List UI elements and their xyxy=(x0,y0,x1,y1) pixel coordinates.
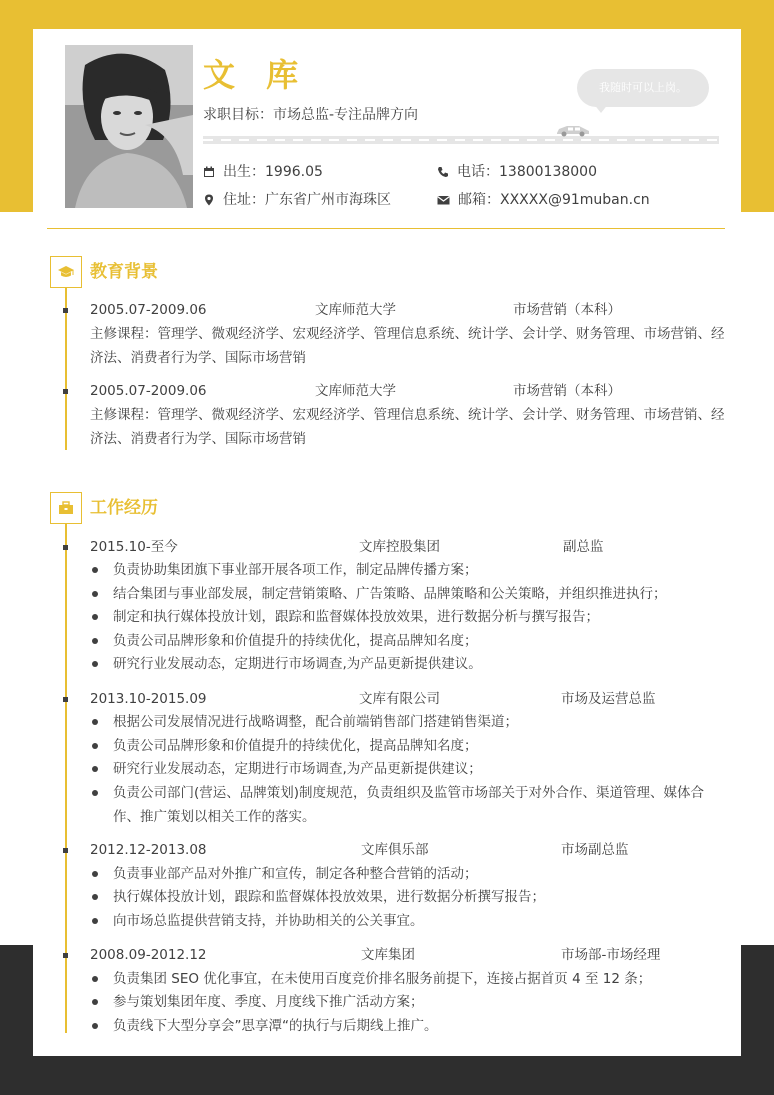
work-icon-box xyxy=(50,492,82,524)
job-period: 2013.10-2015.09 xyxy=(90,691,207,707)
duty-bullet xyxy=(92,591,98,597)
education-school: 文库师范大学 xyxy=(315,302,396,318)
duty-item: 负责集团 SEO 优化事宜，在未使用百度竞价排名服务前提下，连接占据首页 4 至 12 条； xyxy=(113,971,652,987)
mail-icon xyxy=(437,194,450,206)
duty-item: 负责线下大型分享会”思享潭“的执行与后期线上推广。 xyxy=(113,1018,438,1034)
header-divider xyxy=(47,228,725,229)
birth-info xyxy=(203,162,323,182)
job-position: 市场及运营总监 xyxy=(561,691,656,707)
duty-item: 参与策划集团年度、季度、月度线下推广活动方案； xyxy=(113,994,424,1010)
education-entry-marker xyxy=(63,389,68,394)
job-company: 文库控股集团 xyxy=(359,539,440,555)
phone-info xyxy=(437,162,597,182)
job-position: 市场副总监 xyxy=(561,842,629,858)
job-entry-marker xyxy=(63,545,68,550)
education-icon-box xyxy=(50,256,82,288)
car-icon xyxy=(555,123,591,137)
speech-bubble: 我随时可以上岗。 xyxy=(577,69,709,107)
duty-bullet xyxy=(92,790,98,796)
education-entry-marker xyxy=(63,308,68,313)
duty-bullet xyxy=(92,661,98,667)
duty-item: 向市场总监提供营销支持，并协助相关的公关事宜。 xyxy=(113,913,424,929)
duty-bullet xyxy=(92,999,98,1005)
duty-item: 结合集团与事业部发展，制定营销策略、广告策略、品牌策略和公关策略，并组织推进执行； xyxy=(113,586,667,602)
job-period: 2008.09-2012.12 xyxy=(90,947,207,963)
education-title: 教育背景 xyxy=(90,262,158,282)
duty-bullet xyxy=(92,567,98,573)
education-courses: 主修课程：管理学、微观经济学、宏观经济学、管理信息系统、统计学、会计学、财务管理、市场营销、经济法、消费者行为学、国际市场营销 xyxy=(90,407,725,447)
duty-item: 负责公司品牌形象和价值提升的持续优化，提高品牌知名度； xyxy=(113,633,478,649)
profile-photo xyxy=(65,45,193,208)
birth-text: 出生：1996.05 xyxy=(223,164,323,180)
email-text: 邮箱：XXXXX@91muban.cn xyxy=(458,192,650,208)
job-period: 2015.10-至今 xyxy=(90,539,178,555)
duty-bullet xyxy=(92,918,98,924)
education-period: 2005.07-2009.06 xyxy=(90,383,207,399)
phone-text: 电话：13800138000 xyxy=(457,164,597,180)
duty-bullet xyxy=(92,766,98,772)
duty-bullet xyxy=(92,871,98,877)
job-period: 2012.12-2013.08 xyxy=(90,842,207,858)
job-company: 文库有限公司 xyxy=(359,691,440,707)
duty-item: 负责公司品牌形象和价值提升的持续优化，提高品牌知名度； xyxy=(113,738,478,754)
job-position: 副总监 xyxy=(563,539,604,555)
job-entry-marker xyxy=(63,953,68,958)
education-school: 文库师范大学 xyxy=(315,383,396,399)
education-major: 市场营销（本科） xyxy=(513,383,621,399)
duty-item: 负责协助集团旗下事业部开展各项工作，制定品牌传播方案； xyxy=(113,562,478,578)
duty-bullet xyxy=(92,1023,98,1029)
duty-bullet xyxy=(92,743,98,749)
resume-sheet xyxy=(33,29,741,1056)
education-major: 市场营销（本科） xyxy=(513,302,621,318)
education-courses: 主修课程：管理学、微观经济学、宏观经济学、管理信息系统、统计学、会计学、财务管理、市场营销、经济法、消费者行为学、国际市场营销 xyxy=(90,326,725,366)
education-period: 2005.07-2009.06 xyxy=(90,302,207,318)
duty-bullet xyxy=(92,894,98,900)
email-info xyxy=(437,190,650,210)
job-company: 文库集团 xyxy=(361,947,415,963)
briefcase-icon xyxy=(58,501,74,515)
duty-bullet xyxy=(92,638,98,644)
duty-item: 研究行业发展动态，定期进行市场调查,为产品更新提供建议； xyxy=(113,761,482,777)
phone-icon xyxy=(437,166,449,178)
duty-bullet xyxy=(92,976,98,982)
job-entry-marker xyxy=(63,697,68,702)
job-company: 文库俱乐部 xyxy=(361,842,429,858)
duty-bullet xyxy=(92,614,98,620)
calendar-icon xyxy=(203,166,215,178)
duty-bullet xyxy=(92,719,98,725)
work-title: 工作经历 xyxy=(90,498,158,518)
graduation-cap-icon xyxy=(57,265,75,279)
speech-bubble-tail xyxy=(593,103,609,113)
location-icon xyxy=(203,194,215,206)
address-info xyxy=(203,190,391,210)
duty-item: 负责事业部产品对外推广和宣传，制定各种整合营销的活动； xyxy=(113,866,478,882)
job-objective: 求职目标：市场总监-专注品牌方向 xyxy=(203,107,419,123)
job-position: 市场部-市场经理 xyxy=(561,947,661,963)
candidate-name: 文 库 xyxy=(203,56,309,94)
duty-item: 负责公司部门(营运、品牌策划)制度规范，负责组织及监管市场部关于对外合作、渠道管理、媒体合作、推广策划以相关工作的落实。 xyxy=(113,785,705,825)
duty-item: 执行媒体投放计划，跟踪和监督媒体投放效果，进行数据分析撰写报告； xyxy=(113,889,545,905)
duty-item: 制定和执行媒体投放计划，跟踪和监督媒体投放效果，进行数据分析与撰写报告； xyxy=(113,609,599,625)
job-entry-marker xyxy=(63,848,68,853)
road-dash-decoration xyxy=(203,139,719,141)
duty-item: 研究行业发展动态，定期进行市场调查,为产品更新提供建议。 xyxy=(113,656,482,672)
address-text: 住址：广东省广州市海珠区 xyxy=(223,192,391,208)
duty-item: 根据公司发展情况进行战略调整，配合前端销售部门搭建销售渠道； xyxy=(113,714,518,730)
